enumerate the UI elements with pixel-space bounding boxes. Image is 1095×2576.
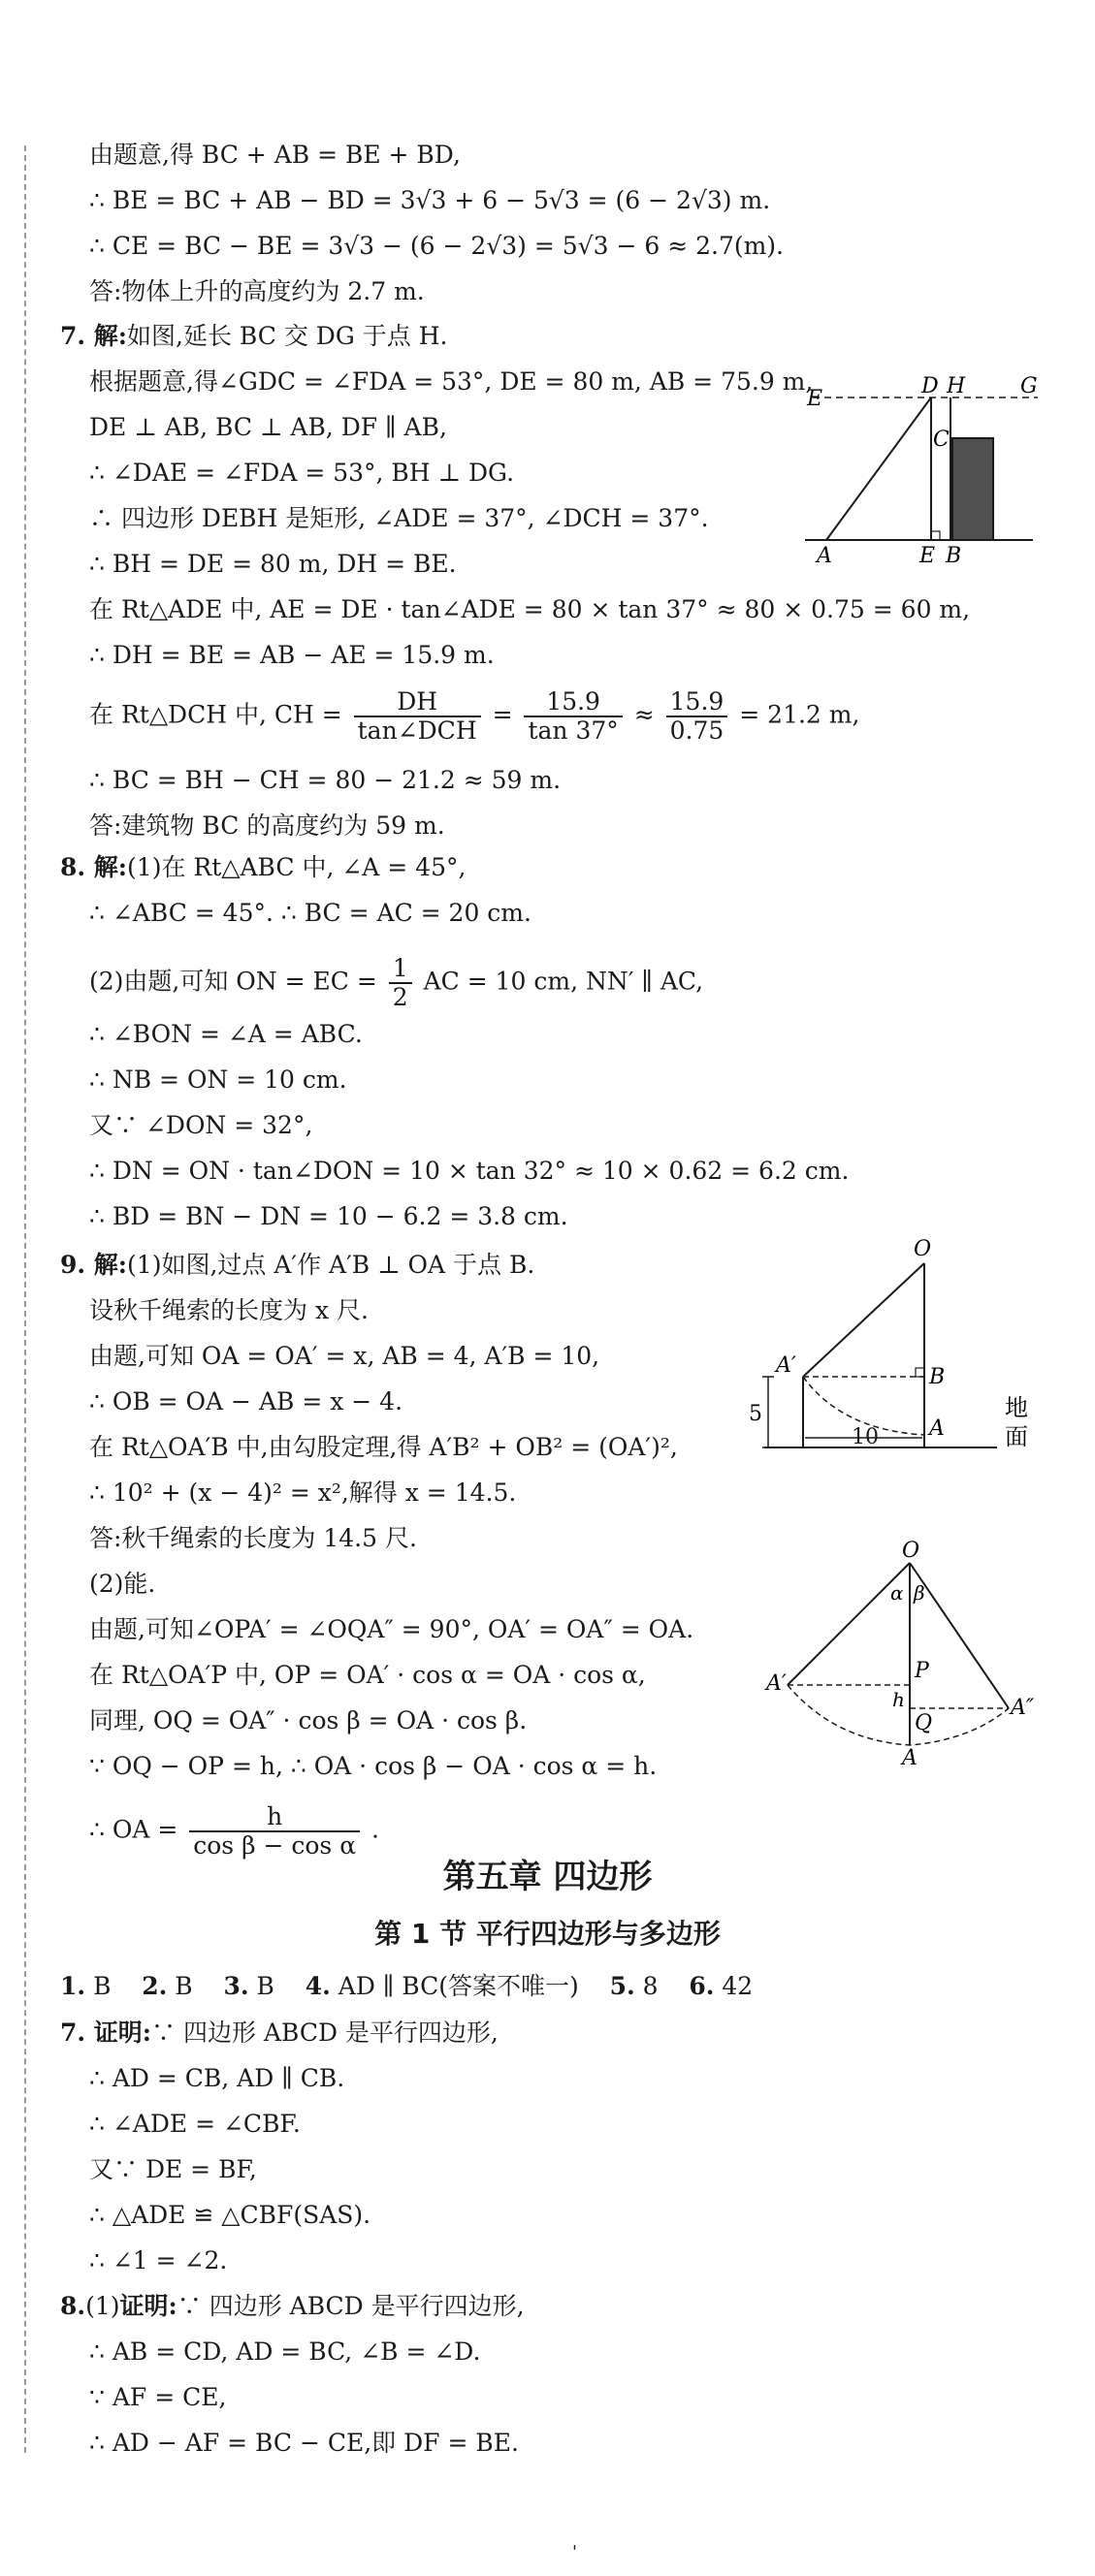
problem-number: 8. 解: [60, 853, 128, 881]
text-line: 答:建筑物 BC 的高度约为 59 m. [89, 811, 445, 840]
text: (2)由题,可知 ON = EC = [89, 967, 377, 996]
text-line: ∴ AD = CB, AD ∥ CB. [89, 2064, 345, 2092]
proof-label: 证明: [119, 2292, 177, 2320]
denominator: tan 37° [528, 716, 619, 745]
text-line: 又∵ DE = BF, [89, 2155, 257, 2183]
line-ad [826, 398, 931, 540]
text-line: 由题,可知 OA = OA′ = x, AB = 4, A′B = 10, [89, 1342, 600, 1370]
question-number: 3. [223, 1972, 249, 2000]
text-line: 由题,可知∠OPA′ = ∠OQA″ = 90°, OA′ = OA″ = OA. [89, 1615, 694, 1643]
label-5: 5 [749, 1402, 762, 1426]
text-line: 设秋千绳索的长度为 x 尺. [89, 1296, 369, 1324]
answer: 8 [642, 1972, 659, 2000]
question-number: 6. [689, 1972, 715, 2000]
line-oa-prime [803, 1263, 924, 1377]
label-ground: 地 [1005, 1394, 1028, 1421]
text: ∵ 四边形 ABCD 是平行四边形, [177, 2292, 525, 2320]
label-a-prime: A′ [776, 1353, 796, 1378]
text-line: ∴ BH = DE = 80 m, DH = BE. [89, 550, 457, 578]
answer-line [60, 1970, 753, 2003]
text-line: 在 Rt△OA′P 中, OP = OA′ · cos α = OA · cos α, [89, 1661, 646, 1689]
text: 如图,延长 BC 交 DG 于点 H. [127, 322, 448, 350]
text-line: ∴ AB = CD, AD = BC, ∠B = ∠D. [89, 2337, 481, 2366]
label-e-ground: E [919, 544, 936, 568]
text-line: ∵ OQ − OP = h, ∴ OA · cos β − OA · cos α = h. [89, 1752, 658, 1780]
text-line: ∴ BD = BN − DN = 10 − 6.2 = 3.8 cm. [89, 1202, 568, 1230]
text-line: ∴ DN = ON · tan∠DON = 10 × tan 32° ≈ 10 × 0.62 = 6.2 cm. [89, 1157, 850, 1185]
label-beta: β [914, 1581, 925, 1605]
text: 在 Rt△DCH 中, CH = [89, 700, 342, 729]
text: AC = 10 cm, NN′ ∥ AC, [423, 967, 704, 996]
label-a: A [929, 1416, 945, 1441]
question-number: 5. [609, 1972, 635, 2000]
formula-line [89, 688, 859, 745]
text-line: 同理, OQ = OA″ · cos β = OA · cos β. [89, 1706, 528, 1734]
text-line: ∴ ∠1 = ∠2. [89, 2246, 228, 2274]
text: = [492, 700, 513, 729]
problem-number: 7. 解: [60, 322, 128, 350]
label-h: H [947, 374, 966, 398]
question-number: 2. [142, 1972, 168, 2000]
label-a: A [817, 544, 832, 568]
label-p: P [915, 1659, 929, 1683]
section-title: 第 1 节 平行四边形与多边形 [374, 1918, 721, 1950]
right-angle-mark [916, 1368, 924, 1377]
text-line: ∵ AF = CE, [89, 2383, 227, 2411]
question-number: 4. [305, 1972, 331, 2000]
label-o: O [914, 1237, 932, 1261]
denominator: 2 [392, 983, 408, 1011]
label-q: Q [915, 1711, 933, 1735]
text-line: DE ⊥ AB, BC ⊥ AB, DF ∥ AB, [89, 413, 447, 441]
text-line: ∴ NB = ON = 10 cm. [89, 1065, 347, 1094]
label-10: 10 [852, 1425, 879, 1449]
proof-8-line [60, 2290, 525, 2323]
text: ∵ 四边形 ABCD 是平行四边形, [151, 2019, 499, 2047]
numerator: 15.9 [524, 688, 622, 717]
footer-mark: ' [572, 2542, 577, 2562]
text-line: ∴ 四边形 DEBH 是矩形, ∠ADE = 37°, ∠DCH = 37°. [89, 504, 709, 532]
problem-number: 8. [60, 2292, 86, 2320]
margin-dashed-line [24, 145, 26, 2453]
problem-7-line [60, 320, 447, 353]
text-line: 根据题意,得∠GDC = ∠FDA = 53°, DE = 80 m, AB = 75.9 m, [89, 367, 814, 396]
text-line: ∴ ∠BON = ∠A = ABC. [89, 1020, 363, 1048]
label-b: B [946, 544, 962, 568]
text: ≈ [633, 700, 655, 729]
text-line: ∴ BC = BH − CH = 80 − 21.2 ≈ 59 m. [89, 766, 562, 794]
denominator: 0.75 [669, 716, 725, 745]
text-line: ∴ CE = BC − BE = 3√3 − (6 − 2√3) = 5√3 − 6 ≈ 2.7(m). [89, 232, 785, 260]
text-line: ∴ DH = BE = AB − AE = 15.9 m. [89, 641, 495, 669]
denominator: tan∠DCH [357, 716, 477, 745]
label-c: C [933, 428, 950, 452]
text-line: 由题意,得 BC + AB = BE + BD, [89, 141, 461, 169]
swing-figure-2 [766, 1539, 1047, 1770]
label-e: E [807, 387, 823, 411]
label-a: A [902, 1746, 918, 1770]
text: . [371, 1815, 379, 1844]
text-line: ∴ ∠ABC = 45°. ∴ BC = AC = 20 cm. [89, 899, 531, 927]
label-d: D [921, 374, 939, 398]
answer: 42 [722, 1972, 754, 2000]
problem-number: 9. 解: [60, 1251, 128, 1279]
text: (1)如图,过点 A′作 A′B ⊥ OA 于点 B. [127, 1251, 535, 1279]
answer: AD ∥ BC(答案不唯一) [338, 1972, 579, 2000]
label-ground: 面 [1005, 1423, 1028, 1450]
fraction [354, 688, 481, 745]
chapter-title: 第五章 四边形 [442, 1858, 653, 1896]
numerator: h [189, 1803, 360, 1832]
building-figure [795, 373, 1047, 567]
problem-8-line [60, 851, 466, 884]
answer: B [93, 1972, 112, 2000]
numerator: 1 [389, 955, 412, 984]
text-line: 在 Rt△OA′B 中,由勾股定理,得 A′B² + OB² = (OA′)², [89, 1433, 678, 1461]
label-a-double-prime: A″ [1011, 1696, 1035, 1720]
label-g: G [1020, 374, 1038, 398]
answer: B [256, 1972, 274, 2000]
text-line: ∴ △ADE ≌ △CBF(SAS). [89, 2201, 371, 2229]
text-line: ∴ BE = BC + AB − BD = 3√3 + 6 − 5√3 = (6 − 2√3) m. [89, 186, 771, 214]
swing-figure-1 [749, 1236, 1055, 1459]
formula-line [89, 955, 703, 1011]
text: = 21.2 m, [739, 700, 860, 729]
problem-9-line [60, 1249, 534, 1282]
fraction [524, 688, 622, 745]
text-line: ∴ ∠DAE = ∠FDA = 53°, BH ⊥ DG. [89, 459, 515, 487]
question-number: 1. [60, 1972, 86, 2000]
building-block [952, 438, 993, 540]
text: ∴ OA = [89, 1815, 178, 1844]
label-b: B [929, 1365, 946, 1389]
label-h: h [892, 1688, 905, 1711]
text-line: 在 Rt△ADE 中, AE = DE · tan∠ADE = 80 × tan 37° ≈ 80 × 0.75 = 60 m, [89, 595, 971, 623]
numerator: DH [354, 688, 481, 717]
text-line: 答:物体上升的高度约为 2.7 m. [89, 277, 425, 305]
answer: B [175, 1972, 193, 2000]
text-line: 又∵ ∠DON = 32°, [89, 1111, 313, 1139]
right-angle-mark [931, 531, 940, 540]
text: (1)在 Rt△ABC 中, ∠A = 45°, [127, 853, 467, 881]
proof-7-line [60, 2017, 499, 2050]
numerator: 15.9 [666, 688, 728, 717]
text: (1) [85, 2292, 120, 2320]
text-line: ∴ OB = OA − AB = x − 4. [89, 1387, 403, 1415]
denominator: cos β − cos α [193, 1831, 357, 1860]
text-line: ∴ 10² + (x − 4)² = x²,解得 x = 14.5. [89, 1479, 517, 1507]
text-line: ∴ ∠ADE = ∠CBF. [89, 2110, 301, 2138]
text-line: ∴ AD − AF = BC − CE,即 DF = BE. [89, 2429, 519, 2457]
label-a-prime: A′ [766, 1671, 787, 1696]
fraction [389, 955, 412, 1011]
fraction [666, 688, 728, 745]
label-o: O [902, 1539, 920, 1563]
text-line: (2)能. [89, 1570, 156, 1598]
problem-number: 7. 证明: [60, 2019, 152, 2047]
label-alpha: α [890, 1581, 904, 1605]
text-line: 答:秋千绳索的长度为 14.5 尺. [89, 1524, 417, 1552]
